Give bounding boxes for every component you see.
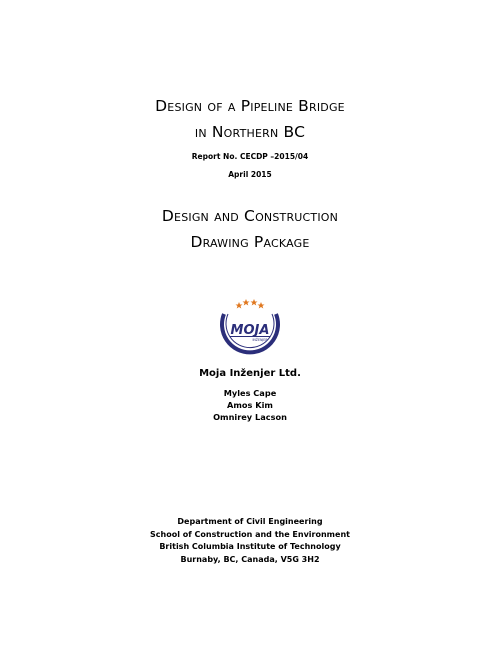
report-number: Report No. CECDP –2015/04	[191, 152, 309, 161]
department-line: British Columbia Institute of Technology	[159, 542, 341, 551]
report-title-line-1: Design of a Pipeline Bridge	[155, 97, 345, 115]
report-date: April 2015	[228, 170, 272, 179]
document-subtitle-line-1: Design and Construction	[161, 207, 339, 225]
author-name: Omnirey Lacson	[213, 412, 287, 422]
department-line: School of Construction and the Environment	[150, 529, 350, 539]
logo-stars-icon	[236, 299, 265, 309]
logo-wordmark: MOJA	[230, 323, 270, 338]
report-title-line-2: in Northern BC	[194, 123, 306, 141]
company-logo	[214, 296, 286, 358]
logo-subtext: INŽENJER	[252, 338, 268, 342]
document-subtitle-line-2: Drawing Package	[190, 233, 310, 251]
author-name: Amos Kim	[227, 400, 273, 410]
company-name: Moja Inženjer Ltd.	[199, 368, 301, 379]
department-line: Burnaby, BC, Canada, V5G 3H2	[180, 554, 320, 564]
department-line: Department of Civil Engineering	[177, 517, 323, 526]
author-name: Myles Cape	[223, 388, 277, 398]
